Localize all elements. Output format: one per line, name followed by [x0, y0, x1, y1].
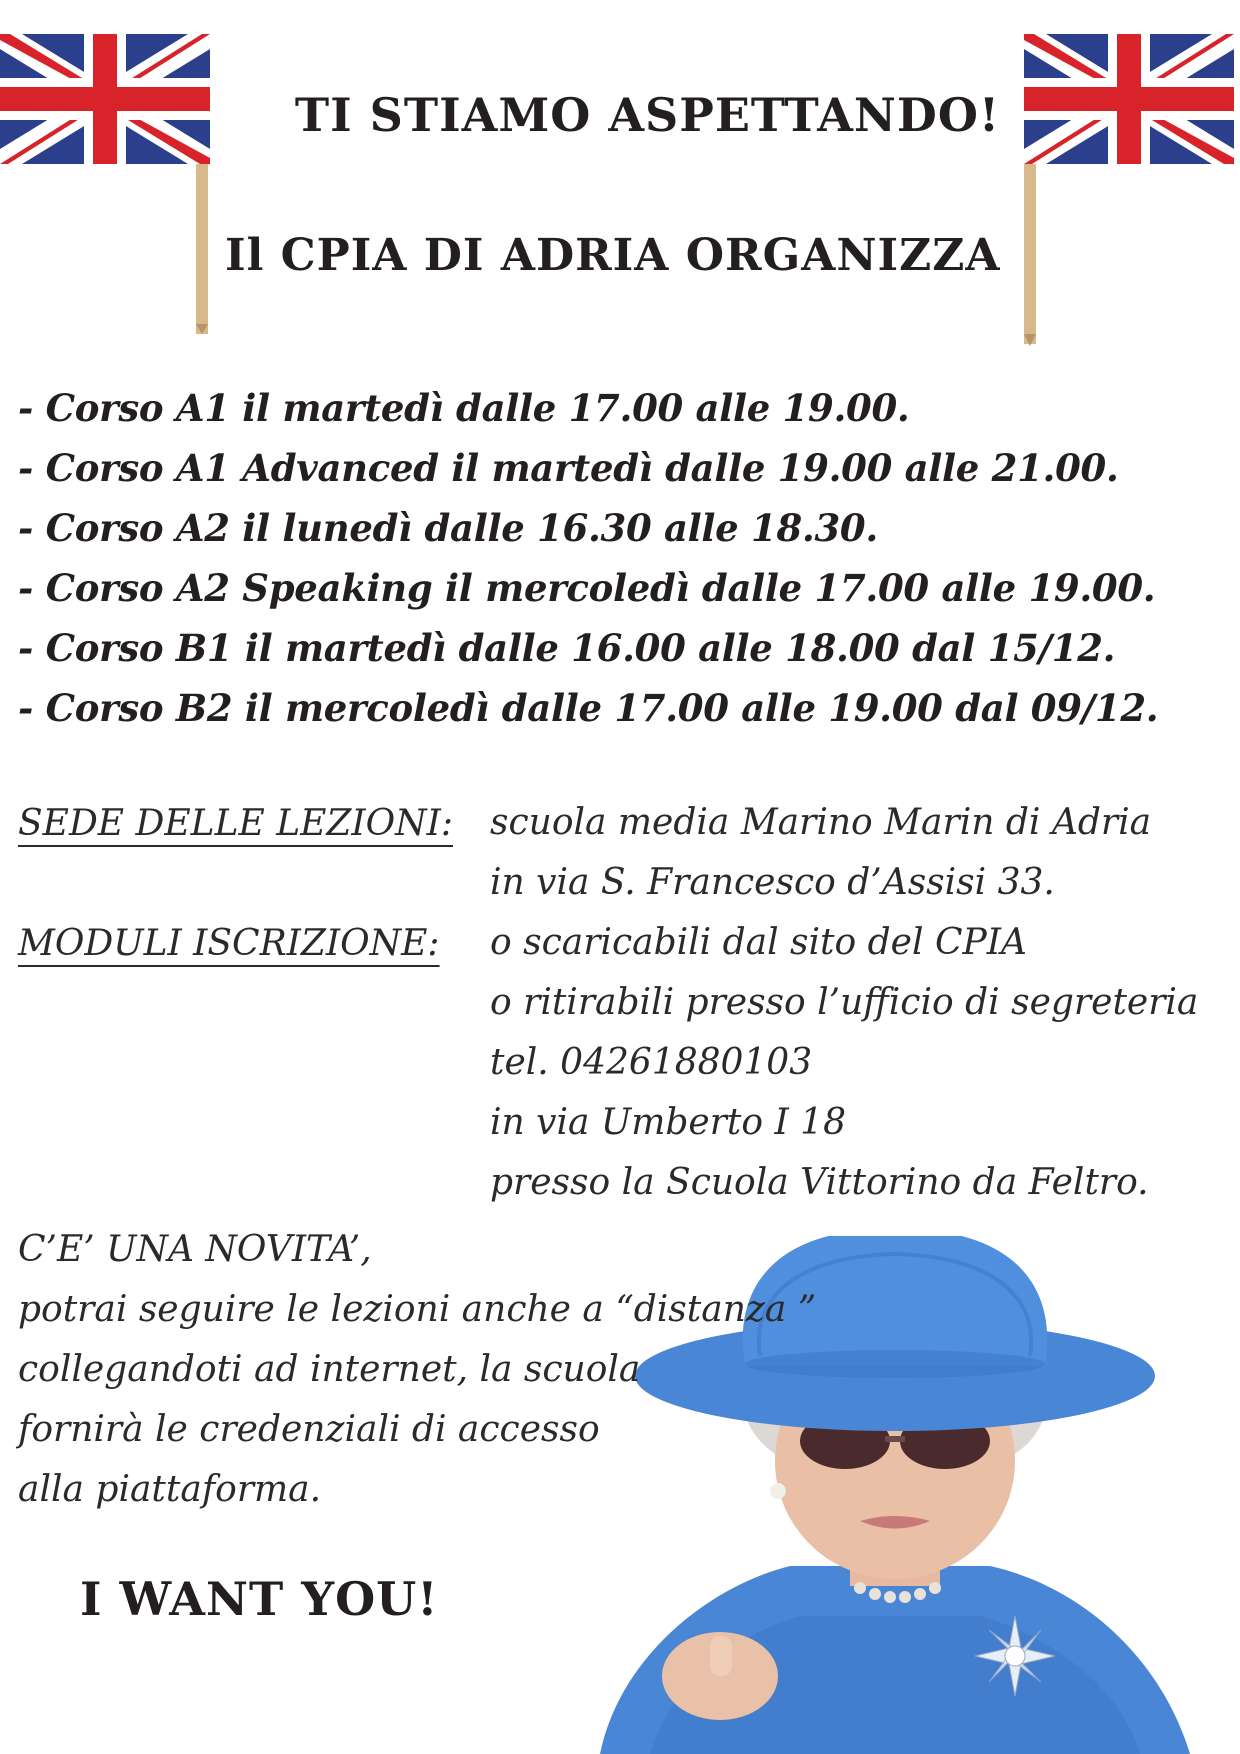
course-list	[18, 378, 1158, 738]
moduli-phone: tel. 04261880103	[490, 1042, 813, 1083]
moduli-line: presso la Scuola Vittorino da Feltro.	[490, 1162, 1149, 1203]
novita-line: fornirà le credenziali di accesso	[18, 1409, 600, 1450]
sede-line: in via S. Francesco d’Assisi 33.	[490, 862, 1055, 903]
sede-line: scuola media Marino Marin di Adria	[490, 802, 1152, 843]
closing-slogan: I WANT YOU!	[80, 1572, 439, 1626]
novita-line: collegandoti ad internet, la scuola	[18, 1349, 641, 1390]
moduli-line: o ritirabili presso l’ufficio di segreteria	[490, 982, 1199, 1023]
organizer-heading: Il CPIA DI ADRIA ORGANIZZA	[225, 230, 1001, 281]
list-item: - Corso A2 il lunedì dalle 16.30 alle 18.30.	[18, 506, 878, 550]
novita-text	[18, 1220, 816, 1520]
union-jack-flag-icon	[0, 34, 220, 334]
novita-line: potrai seguire le lezioni anche a “distanza ”	[18, 1289, 817, 1330]
novita-line: C’E’ UNA NOVITA’,	[18, 1229, 372, 1270]
list-item: - Corso A1 il martedì dalle 17.00 alle 19.00.	[18, 386, 910, 430]
moduli-line: o scaricabili dal sito del CPIA	[490, 922, 1027, 963]
list-item: - Corso B1 il martedì dalle 16.00 alle 18.00 dal 15/12.	[18, 626, 1116, 670]
moduli-label: MODULI ISCRIZIONE:	[18, 923, 440, 964]
moduli-line: in via Umberto I 18	[490, 1102, 846, 1143]
list-item: - Corso A2 Speaking il mercoledì dalle 17.00 alle 19.00.	[18, 566, 1156, 610]
list-item: - Corso A1 Advanced il martedì dalle 19.00 alle 21.00.	[18, 446, 1119, 490]
sede-label: SEDE DELLE LEZIONI:	[18, 803, 453, 844]
list-item: - Corso B2 il mercoledì dalle 17.00 alle 19.00 dal 09/12.	[18, 686, 1159, 730]
union-jack-flag-icon	[1022, 34, 1240, 354]
page-title: TI STIAMO ASPETTANDO!	[294, 88, 1001, 142]
novita-line: alla piattaforma.	[18, 1469, 322, 1510]
